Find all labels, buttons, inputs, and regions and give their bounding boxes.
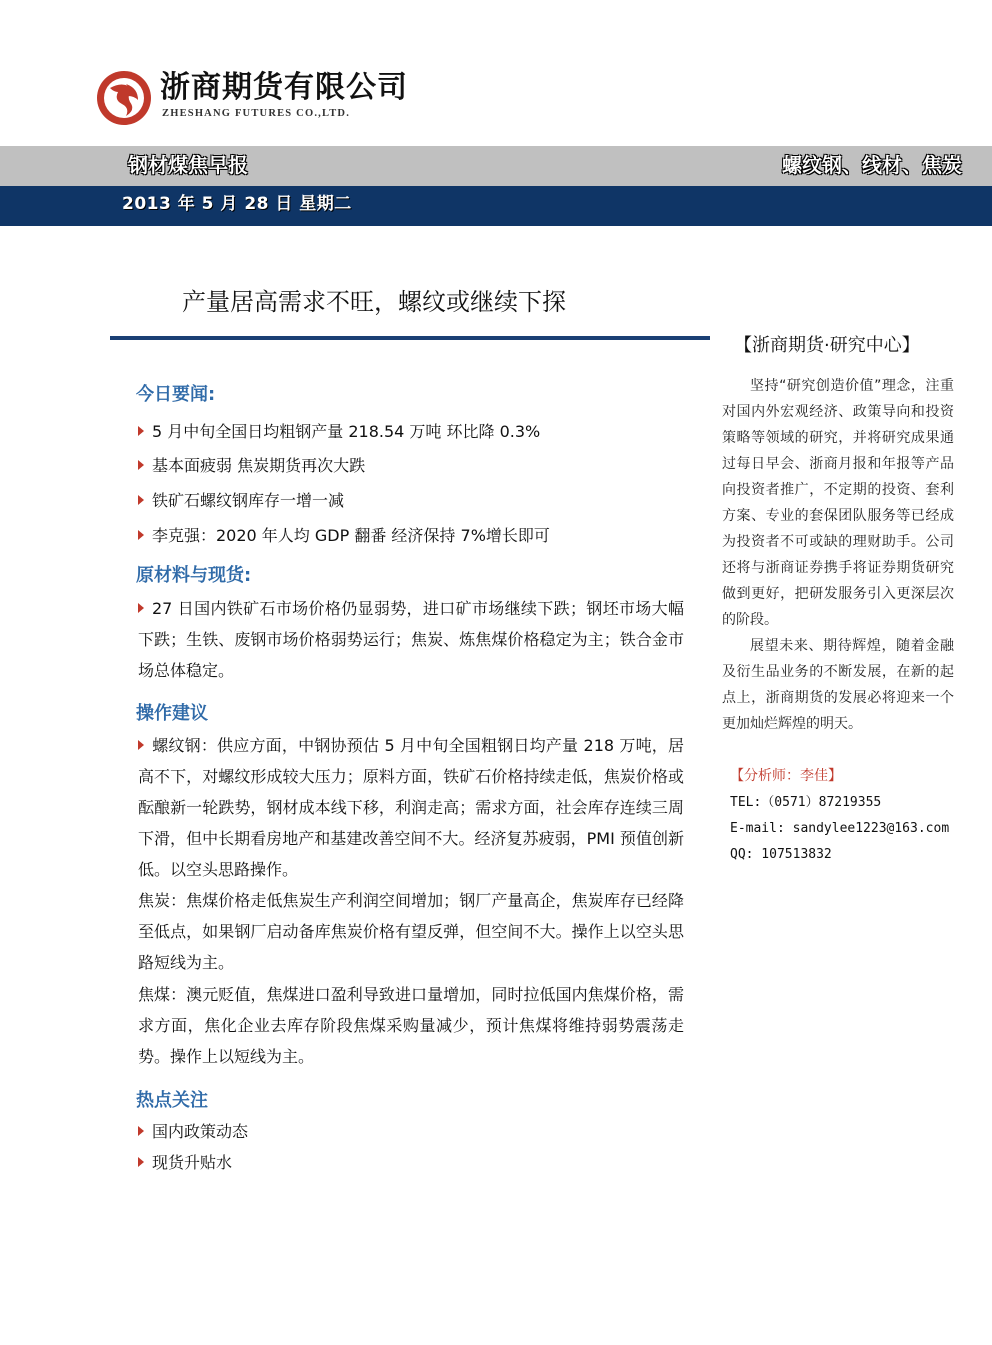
company-name-cn: 浙商期货有限公司 [160,70,408,105]
bullet-arrow-icon [138,740,144,750]
list-item: 现货升贴水 [138,1150,232,1176]
report-name: 钢材煤焦早报 [128,153,248,177]
analyst-label: 【分析师：李佳】 [730,768,842,784]
section-title-spot: 原材料与现货: [136,565,252,586]
sidebar-paragraph: 展望未来、期待辉煌，随着金融及衍生品业务的不断发展，在新的起点上，浙商期货的发展必将迎来一个更加灿烂辉煌的明天。 [722,638,954,732]
section-title-hot: 热点关注 [136,1090,208,1111]
sidebar-intro [722,373,954,737]
research-center-label: 【浙商期货·研究中心】 [734,335,920,356]
contact-qq: QQ: 107513832 [730,847,832,862]
advice-coke: 焦炭：焦煤价格走低焦炭生产利润空间增加；钢厂产量高企，焦炭库存已经降至低点，如果钢厂启动备库焦炭价格有望反弹，但空间不大。操作上以空头思路短线为主。 [138,891,684,972]
bullet-arrow-icon [138,530,144,540]
bullet-arrow-icon [138,603,144,613]
list-item: 5 月中旬全国日均粗钢产量 218.54 万吨 环比降 0.3% [138,419,540,445]
report-products: 螺纹钢、线材、焦炭 [782,153,962,177]
list-item: 国内政策动态 [138,1119,248,1145]
spot-paragraph: 27 日国内铁矿石市场价格仍显弱势，进口矿市场继续下跌；钢坯市场大幅下跌；生铁、废钢市场价格弱势运行；焦炭、炼焦煤价格稳定为主；铁合金市场总体稳定。 [138,599,684,680]
company-logo-icon [96,70,152,126]
headline-divider [110,336,710,340]
section-title-news: 今日要闻: [136,384,216,405]
company-name-en: ZHESHANG FUTURES CO.,LTD. [162,108,351,119]
sidebar-paragraph: 坚持“研究创造价值”理念，注重对国内外宏观经济、政策导向和投资策略等领域的研究，并将研究成果通过每日早会、浙商月报和年报等产品向投资者推广，不定期的投资、套利方案、专业的套保团队服务等已经成为投资者不可或缺的理财助手。公司还将与浙商证券携手将证券期货研究做到更好，把研发服务引入更深层次的阶段。 [722,378,954,628]
bullet-arrow-icon [138,1157,144,1167]
headline: 产量居高需求不旺，螺纹或继续下探 [182,288,566,316]
contact-tel: TEL:（0571）87219355 [730,795,882,810]
contact-email: E-mail: sandylee1223@163.com [730,821,950,836]
advice-coal: 焦煤：澳元贬值，焦煤进口盈利导致进口量增加，同时拉低国内焦煤价格，需求方面，焦化企业去库存阶段焦煤采购量减少，预计焦煤将维持弱势震荡走势。操作上以短线为主。 [138,985,684,1066]
bullet-arrow-icon [138,1126,144,1136]
list-item: 铁矿石螺纹钢库存一增一减 [138,488,344,514]
section-title-advice: 操作建议 [136,703,208,724]
report-date: 2013 年 5 月 28 日 星期二 [122,194,352,214]
list-item: 李克强：2020 年人均 GDP 翻番 经济保持 7%增长即可 [138,523,550,549]
advice-rebar: 螺纹钢：供应方面，中钢协预估 5 月中旬全国粗钢日均产量 218 万吨，居高不下，对螺纹形成较大压力；原料方面，铁矿石价格持续走低，焦炭价格或酝酿新一轮跌势，钢材成本线下移，利润走高；需求方面，社会库存连续三周下滑，但中长期看房地产和基建改善空间不大。经济复苏疲弱，PMI 预值创新低。以空头思路操作。 [138,736,684,879]
bullet-arrow-icon [138,495,144,505]
list-item: 基本面疲弱 焦炭期货再次大跌 [138,453,365,479]
bullet-arrow-icon [138,460,144,470]
bullet-arrow-icon [138,426,144,436]
